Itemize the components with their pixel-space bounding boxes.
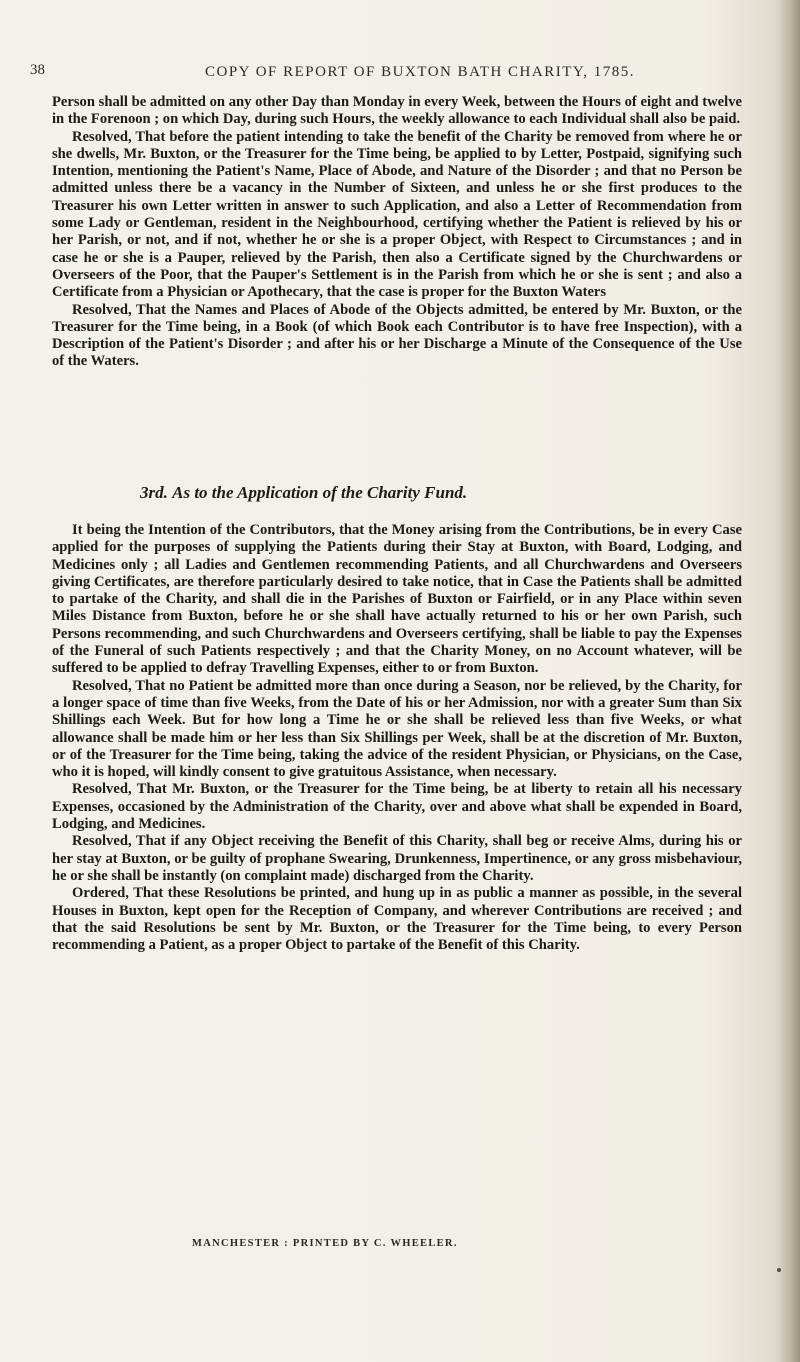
- paragraph-resolved-admission-limit: Resolved, That no Patient be admitted more than once during a Season, nor be relieved, by the Charity, for a longer space of time than five Weeks, from the Date of his or her Admission, nor with a greater Sum than Six Shillings each Week. But for how long a Time he or she shall be relieved less than five Weeks, or what allowance shall be made him or her less than Six Shillings per Week, shall be at the discretion of Mr. Buxton, or of the Treasurer for the Time being, taking the advice of the resident Physician, or Physicians, on the Case, who it is hoped, will kindly consent to give gratuitous Assistance, when necessary.: [52, 677, 742, 781]
- printer-imprint: MANCHESTER : PRINTED BY C. WHEELER.: [192, 1238, 458, 1249]
- paragraph-admission-days: Person shall be admitted on any other Day than Monday in every Week, between the Hours of eight and twelve in the Forenoon ; on which Day, during such Hours, the weekly allowance to each Individual shall also be paid.: [52, 94, 742, 128]
- paragraph-resolved-expenses: Resolved, That Mr. Buxton, or the Treasurer for the Time being, be at liberty to retain all his necessary Expenses, occasioned by the Administration of the Charity, over and above what shall be expended in Board, Lodging, and Medicines.: [52, 781, 742, 833]
- paragraph-resolved-misbehaviour: Resolved, That if any Object receiving the Benefit of this Charity, shall beg or receive Alms, during his or her stay at Buxton, or be guilty of prophane Swearing, Drunkenness, Impertinence, or any gross misbehaviour, he or she shall be instantly (on complaint made) discharged from the Charity.: [52, 833, 742, 884]
- ink-speck: [777, 1268, 781, 1272]
- running-head: COPY OF REPORT OF BUXTON BATH CHARITY, 1785.: [205, 64, 636, 80]
- page-edge-shadow: [778, 0, 800, 1362]
- section-ordinal: 3rd.: [140, 483, 168, 502]
- paragraph-ordered-printed: Ordered, That these Resolutions be printed, and hung up in as public a manner as possible, in the several Houses in Buxton, kept open for the Reception of Company, and wherever Contributions are received ; and that the said Resolutions be sent by Mr. Buxton, or the Treasurer for the Time being, to every Person recommending a Patient, as a proper Object to partake of the Benefit of this Charity.: [52, 885, 742, 954]
- application-rules-text: [52, 522, 742, 954]
- rules-continued-text: [52, 94, 742, 371]
- page-number: 38: [30, 62, 45, 78]
- paragraph-resolved-application: Resolved, That before the patient intending to take the benefit of the Charity be removed from where he or she dwells, Mr. Buxton, or the Treasurer for the Time being, be applied to by Letter, Postpaid, signifying such Intention, mentioning the Patient's Name, Place of Abode, and Nature of the Disorder ; and that no Person be admitted unless there be a vacancy in the Number of Sixteen, and unless he or she first produces to the Treasurer his own Letter written in answer to such Application, and also a Letter of Recommendation from some Lady or Gentleman, resident in the Neighbourhood, certifying whether the Patient is relieved by his or her Parish, or not, and if not, whether he or she is a proper Object, with Respect to Circumstances ; and in case he or she is a Pauper, relieved by the Parish, then also a Certificate signed by the Churchwardens or Overseers of the Poor, that the Pauper's Settlement is in the Parish from which he or she is sent ; and also a Certificate from a Physician or Apothecary, that the case is proper for the Buxton Waters: [52, 128, 742, 301]
- paragraph-resolved-names-entered: Resolved, That the Names and Places of Abode of the Objects admitted, be entered by Mr. Buxton, or the Treasurer for the Time being, in a Book (of which Book each Contributor is to have free Inspection), with a Description of the Patient's Disorder ; and after his or her Discharge a Minute of the Consequence of the Use of the Waters.: [52, 301, 742, 370]
- section-heading: [140, 483, 467, 503]
- paragraph-intention-of-contributors: It being the Intention of the Contributors, that the Money arising from the Contributions, be in every Case applied for the purposes of supplying the Patients during their Stay at Buxton, with Board, Lodging, and Medicines only ; all Ladies and Gentlemen recommending Patients, and all Churchwardens and Overseers giving Certificates, are therefore particularly desired to take notice, that in Case the Patients shall be admitted to partake of the Charity, and shall die in the Parishes of Buxton or Fairfield, or in any Place within seven Miles Distance from Buxton, before he or she shall have actually returned to his or her own Parish, such Persons recommending, and such Churchwardens and Overseers certifying, shall be liable to pay the Expenses of the Funeral of such Patients respectively ; and that the Charity Money, on no Account whatever, will be suffered to be applied to defray Travelling Expenses, either to or from Buxton.: [52, 522, 742, 677]
- section-title: As to the Application of the Charity Fund.: [172, 483, 468, 502]
